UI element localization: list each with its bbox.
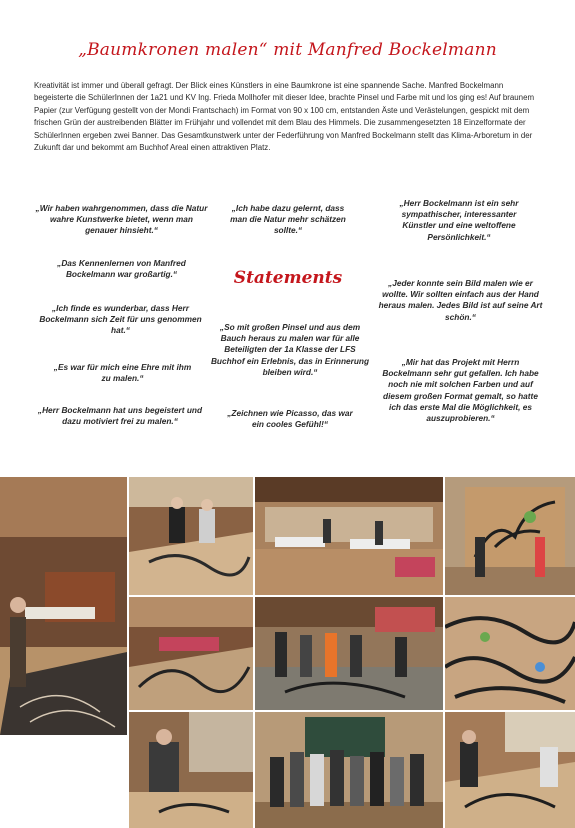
quote-wunderbar: „Ich finde es wunderbar, dass Herr Bockelmann sich Zeit für uns genommen hat.“ <box>39 303 202 336</box>
intro-paragraph: Kreativität ist immer und überall gefragt. Der Blick eines Künstlers in eine Baumkrone ist eine spannende Sache. Manfred Bockelmann begeisterte die SchülerInnen der 1a21 und KV Ing. Frieda Mollhofer mit dieser Idee, brachte Pinsel und Farbe mit und los ging es! Auf braunem Papier (zur Verfügung gestellt von der Mondi Frantschach) im Format von 90 x 100 cm, entstanden Äste und Verästelungen, gespickt mit dem frischen Grün der austreibenden Blätter im Frühjahr und vollendet mit dem Blau des Himmels. Die zusammengesetzten 18 Einzelformate der SchülerInnen ergeben zwei Banner. Das Gesamtkunstwerk unter der Federführung von Manfred Bockelmann stellt das Klima-Arboretum in der Zukunft dar und bekommt am Buchhof Areal einen attraktiven Platz. <box>34 81 535 153</box>
photo-banner-on-wall <box>445 477 575 595</box>
quote-jeder-konnte: „Jeder konnte sein Bild malen wie er wollte. Wir sollten einfach aus der Hand heraus malen. Jedes Bild ist auf seine Art schön.“ <box>378 278 543 322</box>
photo-class-group-portrait <box>255 712 443 828</box>
quote-kennenlernen: „Das Kennenlernen von Manfred Bockelmann war großartig.“ <box>57 258 186 280</box>
photo-students-painting-table <box>129 477 253 595</box>
quote-begeistert: „Herr Bockelmann hat uns begeistert und dazu motiviert frei zu malen.“ <box>37 405 203 427</box>
quote-ehre: „Es war für mich eine Ehre mit ihm zu malen.“ <box>53 362 192 384</box>
page-title: „Baumkronen malen“ mit Manfred Bockelmann <box>78 40 497 60</box>
photo-artist-painting <box>129 712 253 828</box>
statements-heading: Statements <box>233 268 343 288</box>
photo-student-painting-sheet <box>445 712 575 828</box>
photo-painted-sheets-closeup <box>445 597 575 710</box>
quote-sympathisch: „Herr Bockelmann ist ein sehr sympathischer, interessanter Künstler und eine weltoffene Persönlichkeit.“ <box>399 198 519 242</box>
quote-wahrgenommen: „Wir haben wahrgenommen, dass die Natur wahre Kunstwerke bietet, wenn man genauer hinsieht.“ <box>35 203 208 236</box>
quote-dazu-gelernt: „Ich habe dazu gelernt, dass man die Natur mehr schätzen sollte.“ <box>230 203 346 236</box>
photo-hall-overview <box>255 477 443 595</box>
quote-projekt: „Mir hat das Projekt mit Herrn Bockelmann sehr gut gefallen. Ich habe noch nie mit solchen Farben und auf diesem großen Format gemalt, so hatte ich das erste Mal die Möglichkeit, es auszuprobieren.“ <box>382 357 539 424</box>
quote-grosser-pinsel: „So mit großen Pinsel und aus dem Bauch heraus zu malen war für alle Beteiligten der 1a Klasse der LFS Buchhof ein Erlebnis, das in Erinnerung bleiben wird.“ <box>210 322 370 377</box>
photo-group-with-artist <box>255 597 443 710</box>
quote-picasso: „Zeichnen wie Picasso, das war ein cooles Gefühl!“ <box>227 408 353 430</box>
photo-papers-on-floor <box>129 597 253 710</box>
photo-artist-in-hall <box>0 477 127 735</box>
